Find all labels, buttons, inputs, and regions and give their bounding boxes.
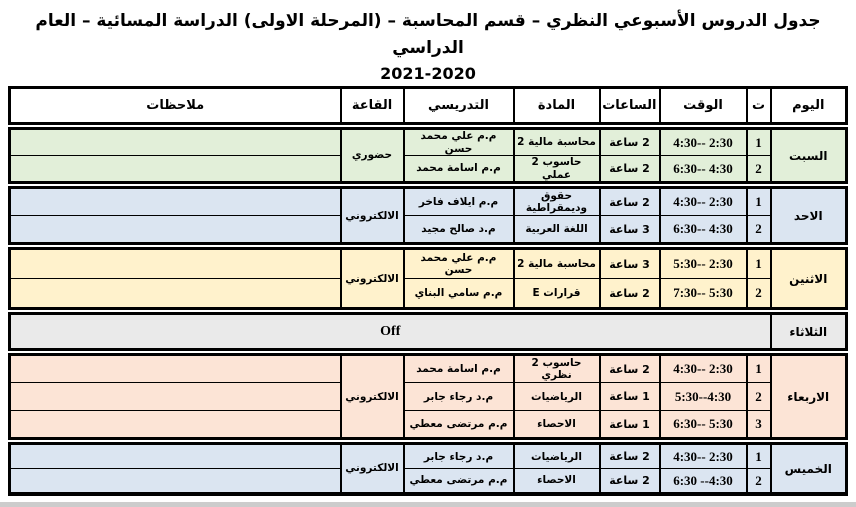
table-row <box>10 383 847 411</box>
table-header <box>8 86 848 125</box>
cell-subject: قرارات E <box>514 279 600 309</box>
cell-subject: الاحصاء <box>514 411 600 439</box>
cell-subject: اللغة العربية <box>514 216 600 244</box>
cell-hours: 2 ساعة <box>600 188 660 216</box>
cell-teacher: م.د رجاء جابر <box>404 383 514 411</box>
title-year: 2021-2020 <box>380 64 476 84</box>
cell-hall: حضوري <box>341 129 404 183</box>
cell-notes <box>10 156 341 183</box>
table-row <box>10 249 847 279</box>
day-block-tuesday <box>8 312 848 351</box>
cell-teacher: م.د صالح مجيد <box>404 216 514 244</box>
table-row <box>10 411 847 439</box>
cell-time: 5:30-- 2:30 <box>660 249 747 279</box>
cell-num: 1 <box>747 444 771 469</box>
title-text: جدول الدروس الأسبوعي النظري – قسم المحاسبة – (المرحلة الاولى) الدراسة المسائية – العام الدراسي <box>35 11 821 59</box>
cell-time: 4:30-- 2:30 <box>660 355 747 383</box>
cell-hours: 1 ساعة <box>600 383 660 411</box>
schedule-table <box>8 86 848 498</box>
header-num: ت <box>747 88 771 124</box>
cell-teacher: م.م مرتضى معطي <box>404 411 514 439</box>
cell-off: Off <box>10 314 771 350</box>
window-edge-strip <box>0 502 856 507</box>
day-block-sunday <box>8 186 848 245</box>
cell-num: 2 <box>747 216 771 244</box>
cell-notes <box>10 216 341 244</box>
cell-time: 6:30-- 4:30 <box>660 216 747 244</box>
cell-time: 7:30-- 5:30 <box>660 279 747 309</box>
cell-num: 1 <box>747 188 771 216</box>
cell-time: 6:30 --4:30 <box>660 469 747 494</box>
cell-day: الاثنين <box>771 249 847 309</box>
table-row <box>10 216 847 244</box>
cell-notes <box>10 444 341 469</box>
day-block-thursday <box>8 442 848 496</box>
cell-day: الاربعاء <box>771 355 847 439</box>
cell-time: 6:30-- 5:30 <box>660 411 747 439</box>
day-block-monday <box>8 247 848 310</box>
cell-hours: 3 ساعة <box>600 249 660 279</box>
cell-teacher: م.م علي محمد حسن <box>404 249 514 279</box>
header-row <box>10 88 847 124</box>
header-hours: الساعات <box>600 88 660 124</box>
cell-num: 1 <box>747 249 771 279</box>
cell-num: 1 <box>747 129 771 156</box>
header-teacher: التدريسي <box>404 88 514 124</box>
day-block-saturday <box>8 127 848 184</box>
cell-hall: الالكتروني <box>341 355 404 439</box>
cell-notes <box>10 188 341 216</box>
cell-subject: محاسبة مالية 2 <box>514 129 600 156</box>
table-row <box>10 469 847 494</box>
table-row <box>10 279 847 309</box>
table-row <box>10 188 847 216</box>
cell-notes <box>10 129 341 156</box>
cell-subject: حاسوب 2 نظري <box>514 355 600 383</box>
table-row <box>10 129 847 156</box>
cell-subject: الرياضيات <box>514 383 600 411</box>
cell-day: الثلاثاء <box>771 314 847 350</box>
cell-num: 2 <box>747 156 771 183</box>
day-block-wednesday <box>8 353 848 440</box>
cell-hall: الالكتروني <box>341 188 404 244</box>
cell-hours: 2 ساعة <box>600 469 660 494</box>
cell-teacher: م.م سامي البناي <box>404 279 514 309</box>
cell-hours: 2 ساعة <box>600 444 660 469</box>
cell-notes <box>10 469 341 494</box>
header-hall: القاعة <box>341 88 404 124</box>
cell-day: الخميس <box>771 444 847 494</box>
header-subject: المادة <box>514 88 600 124</box>
cell-subject: حقوق وديمقراطية <box>514 188 600 216</box>
cell-time: 5:30--4:30 <box>660 383 747 411</box>
cell-hours: 2 ساعة <box>600 156 660 183</box>
cell-time: 4:30-- 2:30 <box>660 188 747 216</box>
cell-hours: 2 ساعة <box>600 129 660 156</box>
document-title <box>0 0 856 83</box>
header-time: الوقت <box>660 88 747 124</box>
cell-num: 3 <box>747 411 771 439</box>
cell-time: 4:30-- 2:30 <box>660 129 747 156</box>
cell-hall: الالكتروني <box>341 249 404 309</box>
cell-day: الاحد <box>771 188 847 244</box>
table-row <box>10 444 847 469</box>
cell-num: 2 <box>747 279 771 309</box>
cell-subject: حاسوب 2 عملي <box>514 156 600 183</box>
cell-day: السبت <box>771 129 847 183</box>
cell-teacher: م.م ايلاف فاخر <box>404 188 514 216</box>
cell-num: 2 <box>747 469 771 494</box>
cell-num: 1 <box>747 355 771 383</box>
cell-teacher: م.م اسامة محمد <box>404 156 514 183</box>
cell-teacher: م.م علي محمد حسن <box>404 129 514 156</box>
cell-subject: الرياضيات <box>514 444 600 469</box>
cell-time: 6:30-- 4:30 <box>660 156 747 183</box>
table-row <box>10 314 847 350</box>
cell-notes <box>10 383 341 411</box>
cell-teacher: م.د رجاء جابر <box>404 444 514 469</box>
cell-hours: 2 ساعة <box>600 279 660 309</box>
cell-notes <box>10 279 341 309</box>
cell-teacher: م.م اسامة محمد <box>404 355 514 383</box>
cell-hours: 2 ساعة <box>600 355 660 383</box>
cell-notes <box>10 355 341 383</box>
table-row <box>10 156 847 183</box>
cell-subject: محاسبة مالية 2 <box>514 249 600 279</box>
cell-hours: 1 ساعة <box>600 411 660 439</box>
cell-notes <box>10 249 341 279</box>
header-notes: ملاحظات <box>10 88 341 124</box>
cell-notes <box>10 411 341 439</box>
cell-hall: الالكتروني <box>341 444 404 494</box>
header-day: اليوم <box>771 88 847 124</box>
table-row <box>10 355 847 383</box>
cell-num: 2 <box>747 383 771 411</box>
cell-hours: 3 ساعة <box>600 216 660 244</box>
cell-time: 4:30-- 2:30 <box>660 444 747 469</box>
cell-subject: الاحصاء <box>514 469 600 494</box>
cell-teacher: م.م مرتضى معطي <box>404 469 514 494</box>
